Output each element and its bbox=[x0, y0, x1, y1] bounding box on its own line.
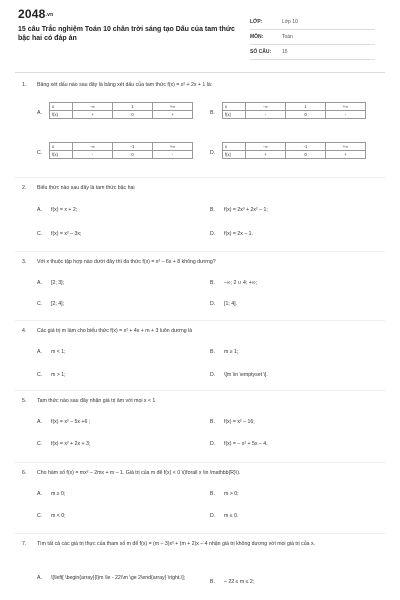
table-cell: 1 bbox=[286, 103, 326, 111]
option-label: C. bbox=[37, 441, 43, 447]
option-text: m < 0; bbox=[51, 513, 66, 519]
table-cell: +∞ bbox=[326, 143, 366, 151]
option-text: m < 1; bbox=[51, 349, 66, 355]
question-number: 7. bbox=[22, 541, 27, 547]
option-label: B. bbox=[210, 579, 215, 585]
question-number: 2. bbox=[22, 185, 27, 191]
sign-table-c[interactable] bbox=[49, 142, 193, 159]
option-label: D. bbox=[210, 441, 216, 447]
site-logo[interactable]: 2048.vn bbox=[18, 7, 54, 21]
option-label: D. bbox=[210, 301, 216, 307]
option-label: A. bbox=[37, 575, 42, 581]
meta-key: MÔN: bbox=[250, 34, 264, 40]
table-cell: +∞ bbox=[153, 143, 193, 151]
table-cell: - bbox=[246, 111, 286, 119]
option-text: [2; 3]; bbox=[51, 280, 64, 286]
question-number: 6. bbox=[22, 470, 27, 476]
meta-info-panel bbox=[250, 15, 375, 60]
option-label: A. bbox=[37, 491, 42, 497]
question-text: Tam thức nào sau đây nhận giá trị âm với mọi x < 1 bbox=[37, 398, 156, 404]
document-title: 15 câu Trắc nghiệm Toán 10 chân trời sáng tạo Dấu của tam thức bậc hai có đáp án bbox=[18, 26, 235, 42]
option-label: D. bbox=[210, 231, 216, 237]
table-cell: x bbox=[223, 103, 246, 111]
option-label: B. bbox=[210, 207, 215, 213]
question-3 bbox=[22, 259, 378, 319]
table-cell: f(x) bbox=[223, 151, 246, 159]
question-separator bbox=[15, 177, 385, 178]
option-text: – 22 ≤ m ≤ 2; bbox=[224, 579, 255, 585]
document-header bbox=[0, 0, 400, 66]
table-cell: f(x) bbox=[50, 151, 73, 159]
option-label: B. bbox=[210, 491, 215, 497]
table-cell: -1 bbox=[286, 143, 326, 151]
table-cell: -∞ bbox=[246, 103, 286, 111]
meta-row-subject bbox=[250, 30, 375, 45]
question-text: Cho hàm số f(x) = mx² – 2mx + m – 1. Giá trị của m để f(x) < 0 \(\forall x \in \mathbb{R}\). bbox=[37, 470, 241, 476]
meta-value: Toán bbox=[282, 34, 293, 40]
option-text: f(x) = x² – 16; bbox=[224, 419, 255, 425]
header-divider bbox=[15, 72, 385, 73]
option-label[interactable]: B. bbox=[210, 110, 215, 116]
option-text: m > 0; bbox=[224, 491, 239, 497]
option-text: [1; 4]. bbox=[224, 301, 237, 307]
option-label[interactable]: D. bbox=[210, 150, 216, 156]
option-text: –∞; 2 ∪ 4; +∞; bbox=[224, 280, 257, 286]
table-cell: -∞ bbox=[73, 103, 113, 111]
question-number: 5. bbox=[22, 398, 27, 404]
question-separator bbox=[15, 251, 385, 252]
option-label: B. bbox=[210, 280, 215, 286]
option-text: m ≥ 1; bbox=[224, 349, 239, 355]
option-text: f(x) = – x² + 5x – 4. bbox=[224, 441, 268, 447]
table-cell: +∞ bbox=[153, 103, 193, 111]
option-label: C. bbox=[37, 301, 43, 307]
option-label: A. bbox=[37, 280, 42, 286]
meta-key: SỐ CÂU: bbox=[250, 49, 272, 55]
question-4 bbox=[22, 328, 378, 388]
option-text: \[\left[ \begin{array}{l}m \le - 22\\m \ge 2\end{array} \right.\]; bbox=[51, 575, 186, 581]
question-7 bbox=[22, 541, 378, 599]
sign-table-b[interactable] bbox=[222, 102, 366, 119]
meta-row-count bbox=[250, 45, 375, 60]
table-cell: x bbox=[50, 143, 73, 151]
question-text: Biểu thức nào sau đây là tam thức bậc hai bbox=[37, 185, 135, 191]
table-cell: + bbox=[246, 151, 286, 159]
option-label: A. bbox=[37, 207, 42, 213]
option-label: C. bbox=[37, 231, 43, 237]
table-cell: - bbox=[153, 151, 193, 159]
option-text: f(x) = x² – 5x +6 ; bbox=[51, 419, 91, 425]
table-cell: -∞ bbox=[73, 143, 113, 151]
meta-row-class bbox=[250, 15, 375, 30]
option-label: B. bbox=[210, 419, 215, 425]
table-cell: x bbox=[50, 103, 73, 111]
question-number: 4. bbox=[22, 328, 27, 334]
table-cell: f(x) bbox=[50, 111, 73, 119]
option-label[interactable]: C. bbox=[37, 150, 43, 156]
table-cell: - bbox=[73, 151, 113, 159]
table-cell: 0 bbox=[113, 151, 153, 159]
option-text: [2; 4]; bbox=[51, 301, 64, 307]
question-5 bbox=[22, 398, 378, 458]
question-text: Với x thuộc tập hợp nào dưới đây thì đa thức f(x) = x² – 6x + 8 không dương? bbox=[37, 259, 216, 265]
table-cell: + bbox=[153, 111, 193, 119]
option-label: C. bbox=[37, 372, 43, 378]
table-cell: 0 bbox=[286, 151, 326, 159]
table-cell: x bbox=[223, 143, 246, 151]
sign-table-d[interactable] bbox=[222, 142, 366, 159]
table-cell: 1 bbox=[113, 103, 153, 111]
question-6 bbox=[22, 470, 378, 530]
option-label[interactable]: A. bbox=[37, 110, 42, 116]
table-cell: f(x) bbox=[223, 111, 246, 119]
table-cell: + bbox=[73, 111, 113, 119]
option-text: m ≤ 0. bbox=[224, 513, 239, 519]
meta-key: LỚP: bbox=[250, 19, 263, 25]
question-separator bbox=[15, 390, 385, 391]
question-number: 1. bbox=[22, 82, 27, 88]
question-number: 3. bbox=[22, 259, 27, 265]
table-cell: - bbox=[326, 111, 366, 119]
question-separator bbox=[15, 320, 385, 321]
table-cell: + bbox=[326, 151, 366, 159]
table-cell: -∞ bbox=[246, 143, 286, 151]
sign-table-a[interactable] bbox=[49, 102, 193, 119]
option-label: C. bbox=[37, 513, 43, 519]
option-label: A. bbox=[37, 349, 42, 355]
option-label: D. bbox=[210, 513, 216, 519]
option-text: f(x) = 2x – 1. bbox=[224, 231, 253, 237]
option-label: B. bbox=[210, 349, 215, 355]
question-2 bbox=[22, 185, 378, 245]
option-text: f(x) = x² – 3x; bbox=[51, 231, 82, 237]
table-cell: +∞ bbox=[326, 103, 366, 111]
question-1 bbox=[22, 82, 378, 172]
option-label: A. bbox=[37, 419, 42, 425]
option-text: m > 1; bbox=[51, 372, 66, 378]
option-text: f(x) = x + 2; bbox=[51, 207, 78, 213]
option-text: m ≥ 0; bbox=[51, 491, 66, 497]
question-text: Tìm tất cả các giá trị thực của tham số m để f(x) = (m – 3)x² + (m + 2)x – 4 nhận giá trị không dương với mọi giá trị của x. bbox=[37, 541, 315, 547]
question-separator bbox=[15, 533, 385, 534]
question-text: Bảng xét dấu nào sau đây là bảng xét dấu của tam thức f(x) = x² + 2x + 1 là: bbox=[37, 82, 213, 88]
option-label: D. bbox=[210, 372, 216, 378]
meta-value: Lớp 10 bbox=[282, 19, 298, 25]
question-text: Các giá trị m làm cho biểu thức f(x) = x² + 4x + m + 3 luôn dương là bbox=[37, 328, 193, 334]
option-text: f(x) = 2x³ + 2x² – 1; bbox=[224, 207, 268, 213]
table-cell: 0 bbox=[113, 111, 153, 119]
option-text: \[m \in \emptyset \]. bbox=[224, 372, 268, 378]
meta-value: 15 bbox=[282, 49, 288, 55]
question-separator bbox=[15, 462, 385, 463]
table-cell: 0 bbox=[286, 111, 326, 119]
table-cell: -1 bbox=[113, 143, 153, 151]
option-text: f(x) = x² + 2x + 3; bbox=[51, 441, 91, 447]
